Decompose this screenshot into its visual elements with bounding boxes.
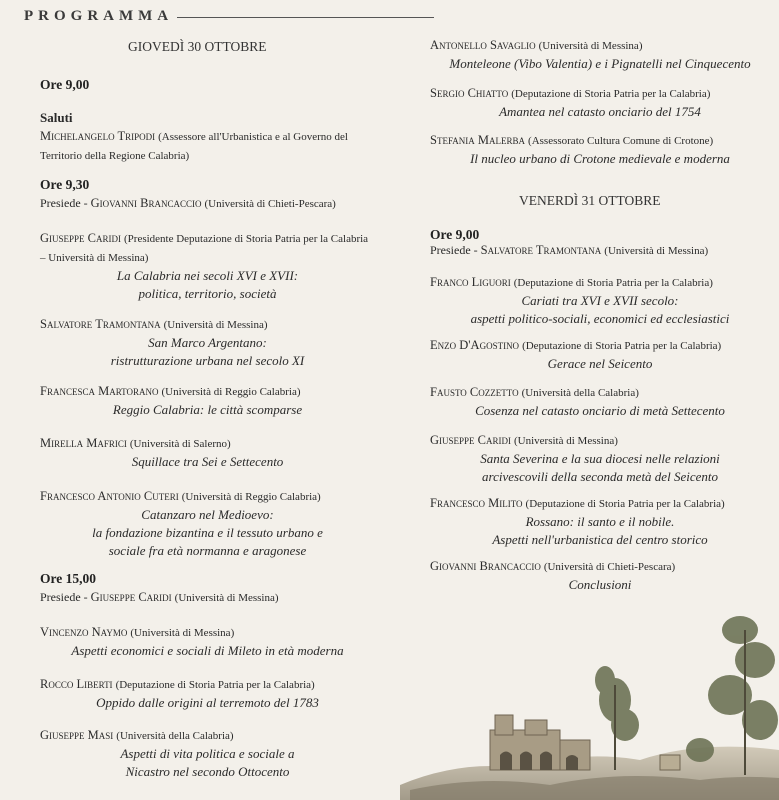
speaker-name: Francesca Martorano [40, 384, 159, 398]
time-slot: Ore 15,00 [40, 571, 96, 586]
talk-title: Cosenza nel catasto onciario di metà Settecento [475, 403, 725, 418]
speaker-name: Salvatore Tramontana [480, 243, 602, 257]
speaker-affiliation: (Università di Messina) [514, 435, 618, 447]
speaker-affiliation: (Università di Chieti-Pescara) [204, 198, 336, 210]
speaker-name: Salvatore Tramontana [40, 317, 161, 331]
speaker-name: Michelangelo Tripodi [40, 129, 156, 143]
speaker-entry [40, 623, 375, 660]
talk-title: ristrutturazione urbana nel secolo XI [110, 353, 305, 368]
talk-title: Catanzaro nel Medioevo: [141, 507, 274, 522]
speaker-affiliation: (Università di Chieti-Pescara) [543, 561, 676, 573]
speaker-name: Francesco Milito [430, 496, 523, 510]
talk-title: arcivescovili della seconda metà del Seicento [482, 469, 718, 484]
chair-entry [430, 241, 770, 260]
speaker-entry [430, 336, 770, 373]
speaker-name: Giuseppe Caridi [90, 590, 172, 604]
chair-label: Presiede - [430, 243, 481, 257]
talk-title: sociale fra età normanna e aragonese [108, 543, 307, 558]
speaker-affiliation: (Università di Reggio Calabria) [161, 386, 301, 398]
speaker-affiliation: (Deputazione di Storia Patria per la Calabria) [525, 498, 725, 510]
speaker-entry [40, 726, 375, 781]
speaker-entry [40, 315, 375, 370]
programme-title: PROGRAMMA [24, 7, 174, 24]
header-rule [177, 17, 434, 18]
talk-title: Santa Severina e la sua diocesi nelle relazioni [480, 451, 720, 466]
speaker-entry [40, 382, 375, 419]
speaker-affiliation: (Università di Messina) [163, 319, 268, 331]
speaker-name: Giuseppe Caridi [430, 433, 511, 447]
speaker-name: Mirella Mafrici [40, 436, 127, 450]
speaker-affiliation: (Università di Messina) [174, 592, 279, 604]
speaker-affiliation: (Università di Messina) [538, 40, 643, 52]
speaker-affiliation: (Presidente Deputazione di Storia Patria per la Calabria – Università di Messina) [40, 233, 369, 264]
speaker-entry [430, 557, 770, 594]
talk-title: Reggio Calabria: le città scomparse [112, 402, 303, 417]
speaker-name: Giuseppe Masi [40, 728, 114, 742]
saluti-label: Saluti [40, 110, 73, 125]
talk-title: la fondazione bizantina e il tessuto urbano e [92, 525, 323, 540]
chair-label: Presiede - [40, 590, 91, 604]
speaker-affiliation: (Deputazione di Storia Patria per la Calabria) [511, 88, 711, 100]
speaker-name: Giovanni Brancaccio [90, 196, 202, 210]
speaker-name: Stefania Malerba [430, 133, 526, 147]
speaker-name: Fausto Cozzetto [430, 385, 519, 399]
speaker-entry [430, 36, 770, 73]
speaker-entry [430, 494, 770, 549]
speaker-entry [430, 383, 770, 420]
speaker-affiliation: (Università della Calabria) [521, 387, 639, 399]
talk-title: Rossano: il santo e il nobile. [525, 514, 675, 529]
landscape-illustration [400, 590, 779, 800]
speaker-affiliation: (Deputazione di Storia Patria per la Calabria) [513, 277, 713, 289]
speaker-name: Giuseppe Caridi [40, 231, 121, 245]
speaker-entry [40, 434, 375, 471]
speaker-entry [40, 127, 375, 165]
time-slot: Ore 9,00 [40, 77, 90, 92]
speaker-affiliation: (Università di Salerno) [129, 438, 231, 450]
talk-title: Amantea nel catasto onciario del 1754 [499, 104, 701, 119]
talk-title: Aspetti nell'urbanistica del centro storico [492, 532, 708, 547]
talk-title: Squillace tra Sei e Settecento [131, 454, 284, 469]
speaker-name: Rocco Liberti [40, 677, 113, 691]
speaker-affiliation: (Assessorato Cultura Comune di Crotone) [528, 135, 714, 147]
day-heading-thursday: GIOVEDÌ 30 OTTOBRE [128, 39, 267, 54]
speaker-affiliation: (Università di Messina) [130, 627, 235, 639]
speaker-entry [40, 675, 375, 712]
speaker-name: Antonello Savaglio [430, 38, 536, 52]
speaker-name: Enzo D'Agostino [430, 338, 520, 352]
speaker-name: Vincenzo Naymo [40, 625, 128, 639]
chair-entry [40, 588, 375, 607]
speaker-entry [430, 131, 770, 168]
speaker-name: Franco Liguori [430, 275, 511, 289]
talk-title: Cariati tra XVI e XVII secolo: [521, 293, 679, 308]
talk-title: politica, territorio, società [138, 286, 277, 301]
speaker-affiliation: (Università di Messina) [604, 245, 709, 257]
speaker-affiliation: (Università di Reggio Calabria) [181, 491, 321, 503]
saluti-block [40, 109, 375, 165]
talk-title: aspetti politico-sociali, economici ed ecclesiastici [470, 311, 730, 326]
speaker-affiliation: (Deputazione di Storia Patria per la Calabria) [522, 340, 722, 352]
chair-label: Presiede - [40, 196, 91, 210]
talk-title: Conclusioni [568, 577, 632, 592]
talk-title: La Calabria nei secoli XVI e XVII: [116, 268, 299, 283]
talk-title: Aspetti economici e sociali di Mileto in età moderna [71, 643, 344, 658]
talk-title: Oppido dalle origini al terremoto del 1783 [96, 695, 319, 710]
talk-title: Il nucleo urbano di Crotone medievale e moderna [470, 151, 730, 166]
speaker-entry [40, 229, 375, 303]
speaker-entry [430, 431, 770, 486]
talk-title: San Marco Argentano: [148, 335, 267, 350]
speaker-affiliation: (Deputazione di Storia Patria per la Calabria) [115, 679, 315, 691]
speaker-name: Giovanni Brancaccio [430, 559, 541, 573]
talk-title: Monteleone (Vibo Valentia) e i Pignatelli nel Cinquecento [449, 56, 751, 71]
speaker-affiliation: (Assessore all'Urbanistica e al Governo del Territorio della Regione Calabria) [40, 131, 348, 162]
programme-header [24, 4, 434, 28]
speaker-name: Francesco Antonio Cuteri [40, 489, 179, 503]
speaker-entry [40, 487, 375, 560]
speaker-entry [430, 273, 770, 328]
speaker-affiliation: (Università della Calabria) [116, 730, 234, 742]
talk-title: Gerace nel Seicento [547, 356, 653, 371]
speaker-name: Sergio Chiatto [430, 86, 509, 100]
day-heading-friday: VENERDÌ 31 OTTOBRE [519, 193, 661, 208]
time-slot: Ore 9,00 [430, 227, 480, 242]
time-slot: Ore 9,30 [40, 177, 90, 192]
talk-title: Nicastro nel secondo Ottocento [125, 764, 290, 779]
chair-entry [40, 194, 375, 213]
speaker-entry [430, 84, 770, 121]
talk-title: Aspetti di vita politica e sociale a [120, 746, 295, 761]
